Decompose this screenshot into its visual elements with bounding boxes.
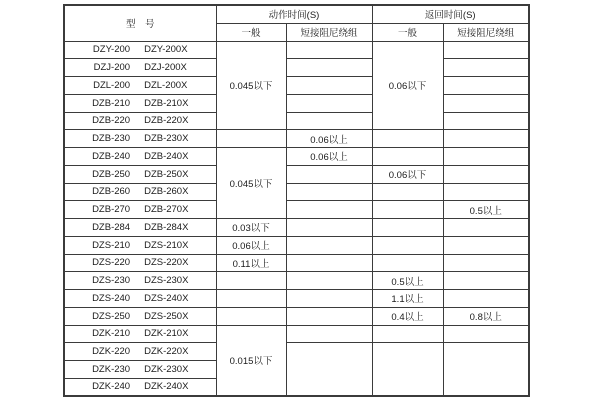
model-name: DZB-284 [92, 221, 131, 233]
value-cell-return-general [372, 236, 443, 254]
value-cell-action-general [216, 130, 286, 148]
model-cell [64, 219, 216, 237]
value-cell-action-damped [286, 290, 372, 308]
model-cell [64, 254, 216, 272]
value-cell-action-general [216, 307, 286, 325]
value-cell-action-damped: 0.06以上 [286, 148, 372, 166]
value-cell-action-damped [286, 254, 372, 272]
model-name: DZS-230 [92, 275, 131, 287]
model-cell [64, 378, 216, 396]
table-row [64, 112, 529, 130]
value-cell-return-general [372, 343, 443, 396]
value-cell-action-damped [286, 183, 372, 201]
model-name-x: DZK-230X [144, 363, 189, 375]
model-cell [64, 307, 216, 325]
value-cell-return-damped [443, 254, 529, 272]
value-cell-return-general: 1.1以上 [372, 290, 443, 308]
table-row [64, 130, 529, 148]
value-cell-action-damped [286, 236, 372, 254]
value-cell-return-damped [443, 183, 529, 201]
value-cell-action-damped [286, 112, 372, 130]
header-return-time: 返回时间(S) [372, 5, 529, 23]
value-cell-return-general [372, 148, 443, 166]
value-cell-action-damped [286, 325, 372, 343]
model-cell [64, 361, 216, 379]
table-row [64, 94, 529, 112]
table-row [64, 254, 529, 272]
model-name: DZB-250 [92, 168, 131, 180]
table-row [64, 307, 529, 325]
model-name: DZS-250 [92, 310, 131, 322]
table-row [64, 343, 529, 361]
model-name: DZS-210 [92, 239, 131, 251]
model-name: DZK-230 [92, 363, 131, 375]
model-cell [64, 130, 216, 148]
value-cell-action-damped [286, 94, 372, 112]
value-cell-action-general [216, 272, 286, 290]
value-cell-action-damped [286, 201, 372, 219]
model-cell [64, 41, 216, 59]
model-name-x: DZB-220X [144, 115, 189, 127]
value-cell-return-damped [443, 77, 529, 95]
value-cell-action-damped [286, 77, 372, 95]
table-row [64, 272, 529, 290]
value-cell-action-damped [286, 343, 372, 396]
table-row [64, 236, 529, 254]
value-cell-return-damped [443, 236, 529, 254]
value-cell-action-damped [286, 272, 372, 290]
spec-table [63, 4, 530, 397]
value-cell-return-general: 0.4以上 [372, 307, 443, 325]
value-cell-action-general: 0.11以上 [216, 254, 286, 272]
table-row [64, 77, 529, 95]
header-action-time: 动作时间(S) [216, 5, 372, 23]
model-cell [64, 59, 216, 77]
model-cell [64, 165, 216, 183]
value-cell-return-general [372, 325, 443, 343]
model-name-x: DZL-200X [144, 79, 188, 91]
value-cell-return-general: 0.06以下 [372, 165, 443, 183]
value-cell-return-damped [443, 59, 529, 77]
value-cell-return-general [372, 254, 443, 272]
table-row [64, 201, 529, 219]
header-return-damped: 短接阻尼绕组 [443, 23, 529, 41]
model-cell [64, 77, 216, 95]
model-name-x: DZB-270X [144, 204, 189, 216]
model-name-x: DZS-220X [144, 257, 189, 269]
value-cell-return-damped [443, 290, 529, 308]
model-cell [64, 272, 216, 290]
value-cell-return-general [372, 219, 443, 237]
model-name-x: DZB-260X [144, 186, 189, 198]
value-cell-return-general [372, 183, 443, 201]
value-cell-return-damped [443, 343, 529, 396]
model-name: DZK-240 [92, 381, 131, 393]
model-cell [64, 325, 216, 343]
header-return-general: 一般 [372, 23, 443, 41]
value-cell-return-damped [443, 325, 529, 343]
model-cell [64, 183, 216, 201]
value-cell-return-damped: 0.8以上 [443, 307, 529, 325]
model-cell [64, 201, 216, 219]
model-name-x: DZB-250X [144, 168, 189, 180]
model-name: DZJ-200 [93, 62, 131, 74]
model-name: DZB-240 [92, 150, 131, 162]
value-cell-action-general: 0.06以上 [216, 236, 286, 254]
model-name: DZK-210 [92, 328, 131, 340]
table-body [64, 41, 529, 396]
table-row [64, 41, 529, 59]
value-cell-return-damped: 0.5以上 [443, 201, 529, 219]
value-cell-return-damped [443, 165, 529, 183]
value-cell-action-general [216, 290, 286, 308]
table-row [64, 290, 529, 308]
value-cell-return-damped [443, 112, 529, 130]
model-name-x: DZB-240X [144, 150, 189, 162]
value-cell-action-damped [286, 307, 372, 325]
value-cell-action-damped [286, 41, 372, 59]
header-action-general: 一般 [216, 23, 286, 41]
table-header [64, 5, 529, 41]
value-cell-action-general: 0.045以下 [216, 148, 286, 219]
model-name: DZB-270 [92, 204, 131, 216]
table-row [64, 165, 529, 183]
value-cell-return-damped [443, 219, 529, 237]
value-cell-action-general: 0.045以下 [216, 41, 286, 130]
model-cell [64, 94, 216, 112]
model-name-x: DZK-240X [144, 381, 189, 393]
value-cell-return-damped [443, 41, 529, 59]
value-cell-return-damped [443, 94, 529, 112]
model-name: DZY-200 [92, 44, 131, 56]
model-name-x: DZJ-200X [144, 62, 187, 74]
value-cell-action-damped [286, 219, 372, 237]
value-cell-return-damped [443, 130, 529, 148]
model-name: DZB-220 [92, 115, 131, 127]
model-name-x: DZY-200X [144, 44, 188, 56]
table-row [64, 325, 529, 343]
header-action-damped: 短接阻尼绕组 [286, 23, 372, 41]
model-name: DZS-240 [92, 292, 131, 304]
model-cell [64, 343, 216, 361]
model-name-x: DZS-250X [144, 310, 189, 322]
value-cell-action-general: 0.015以下 [216, 325, 286, 396]
value-cell-action-damped: 0.06以上 [286, 130, 372, 148]
value-cell-action-damped [286, 59, 372, 77]
model-name: DZK-220 [92, 346, 131, 358]
model-cell [64, 290, 216, 308]
value-cell-return-general [372, 130, 443, 148]
value-cell-return-damped [443, 148, 529, 166]
table-row [64, 59, 529, 77]
value-cell-return-general [372, 201, 443, 219]
model-name-x: DZB-230X [144, 133, 189, 145]
model-name: DZB-230 [92, 133, 131, 145]
value-cell-action-general: 0.03以下 [216, 219, 286, 237]
value-cell-action-damped [286, 165, 372, 183]
model-name-x: DZK-220X [144, 346, 189, 358]
model-name-x: DZK-210X [144, 328, 189, 340]
model-name: DZL-200 [93, 79, 131, 91]
model-name: DZB-260 [92, 186, 131, 198]
model-name-x: DZB-284X [144, 221, 189, 233]
model-cell [64, 236, 216, 254]
model-name-x: DZB-210X [144, 97, 189, 109]
model-name-x: DZS-240X [144, 292, 189, 304]
model-cell [64, 112, 216, 130]
model-name-x: DZS-210X [144, 239, 189, 251]
table-row [64, 183, 529, 201]
header-model: 型 号 [64, 5, 216, 41]
model-name: DZB-210 [92, 97, 131, 109]
model-name: DZS-220 [92, 257, 131, 269]
value-cell-return-damped [443, 272, 529, 290]
table-row [64, 148, 529, 166]
value-cell-return-general: 0.06以下 [372, 41, 443, 130]
table-row [64, 219, 529, 237]
model-cell [64, 148, 216, 166]
model-name-x: DZS-230X [144, 275, 189, 287]
value-cell-return-general: 0.5以上 [372, 272, 443, 290]
